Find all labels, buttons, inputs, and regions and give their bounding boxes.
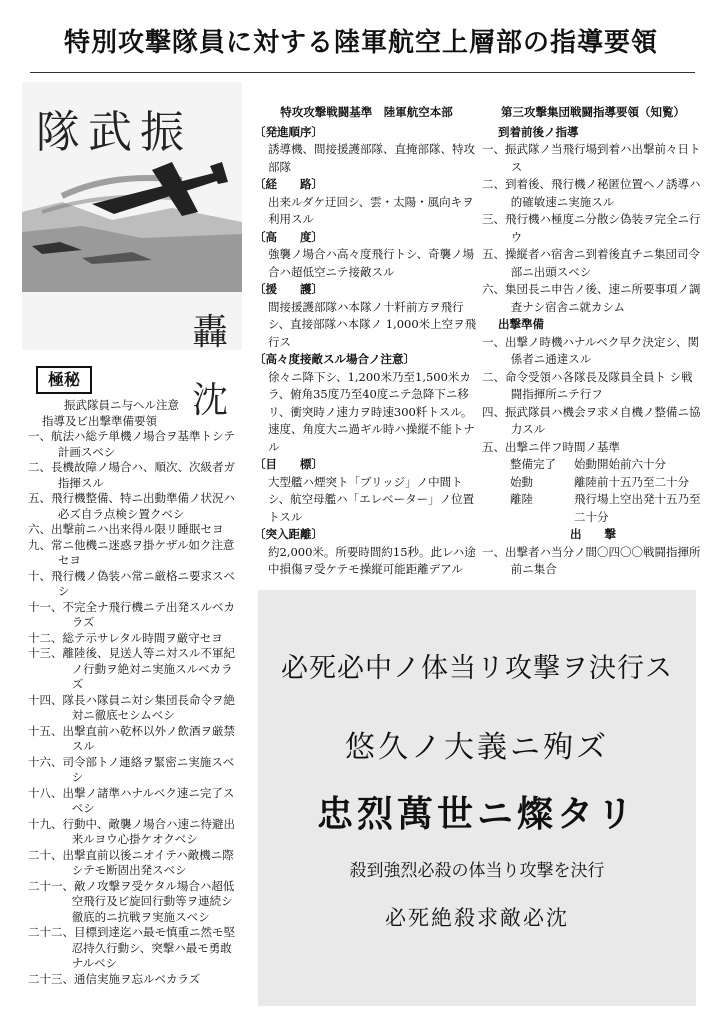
right-item: 一、出撃者ハ当分ノ間〇四〇〇戦闘指揮所前ニ集合 xyxy=(482,544,701,576)
plane-illustration xyxy=(22,142,242,292)
middle-section-body: 強襲ノ場合ハ高々度飛行トシ、奇襲ノ場合ハ超低空ニテ接敵スル xyxy=(268,247,475,279)
right-item: 二、命令受領ハ各隊長及隊員全員ト シ戦闘指揮所ニテ行フ xyxy=(482,369,693,401)
middle-section-body: 徐々ニ降下シ、1,200米乃至1,500米カラ、俯角35度乃至40度ニテ急降下ニ移リ、衝突時ノ速力ヲ時速300粁トスル。速度、角度大ニ過ギル時ハ操縦不能トナル xyxy=(268,369,475,454)
left-item: 十一、不完全ナ飛行機ニテ出発スルベカラズ xyxy=(28,599,235,629)
right-item: 六、集団長ニ申告ノ後、速ニ所要事項ノ調査ナシ宿舎ニ就カシム xyxy=(482,282,701,314)
right-item: 二、到着後、飛行機ノ秘匿位置ヘノ誘導ハ的確敏速ニ実施スル xyxy=(482,177,701,209)
left-item: 十四、隊長ハ隊員ニ対シ集団長命令ヲ絶対ニ徹底セシムベシ xyxy=(28,692,235,722)
schedule-value: 始動開始前六十分 xyxy=(574,457,666,471)
hand-line-5: 必死絶殺求敵必沈 xyxy=(385,906,569,930)
left-item: 二十一、敵ノ攻撃ヲ受ケタル場合ハ超低空飛行及ビ旋回行動等ヲ連続シ徹底的ニ抗戦ヲ実施スベシ xyxy=(28,878,235,924)
hand-line-1: 必死必中ノ体当リ攻撃ヲ決行ス xyxy=(281,653,673,684)
right-column xyxy=(482,104,704,579)
left-item: 六、出撃前ニハ出来得ル限リ睡眠セヨ xyxy=(28,522,224,536)
middle-section-label: 〔突入距離〕 xyxy=(254,527,323,541)
left-column xyxy=(28,398,240,987)
right-item: 三、飛行機ハ極度ニ分散シ偽装ヲ完全ニ行ウ xyxy=(482,212,701,244)
left-item: 二十三、通信実施ヲ忘ルベカラズ xyxy=(28,971,201,986)
right-item: 五、操縦者ハ宿舎ニ到着後直チニ集団司令部ニ出頭スベシ xyxy=(482,247,701,279)
middle-section-body: 約2,000米。所要時間約15秒。此レハ途中損傷ヲ受ケテモ操縦可能距離デアル xyxy=(268,544,476,576)
left-item: 十三、離陸後、見送人等ニ対スル不軍紀ノ行動ヲ絶対ニ実施スルベカラズ xyxy=(28,646,235,691)
left-item: 一、航法ハ総テ単機ノ場合ヲ基準トシテ計画スベシ xyxy=(28,429,235,459)
middle-section-body: 誘導機、間接援護部隊、直掩部隊、特攻部隊 xyxy=(268,142,475,174)
middle-column xyxy=(254,104,479,579)
middle-section-label: 〔高々度接敵スル場合ノ注意〕 xyxy=(254,352,415,366)
hand-line-4: 殺到強烈必殺の体当り攻撃を決行 xyxy=(349,861,605,881)
right-item: 四、振武隊員ハ機会ヲ求メ自機ノ整備ニ協力スル xyxy=(482,404,701,436)
middle-section-body: 出来ルダケ迂回シ、雲・太陽・風向キヲ利用スル xyxy=(268,194,474,226)
right-subheading: 到着前後ノ指導 xyxy=(498,124,579,139)
schedule-key: 整備完了 xyxy=(510,457,556,471)
poster-slogan: 隊武振 xyxy=(36,107,192,158)
right-heading: 第三攻撃集団戦闘指導要領（知覧） xyxy=(501,105,685,119)
left-item: 九、常ニ他機ニ迷惑ヲ掛ケザル如ク注意セヨ xyxy=(28,537,235,567)
handwritten-slogans xyxy=(258,590,696,1006)
middle-section-body: 間接援護部隊ハ本隊ノ十粁前方ヲ飛行シ、直接部隊ハ本隊ノ 1,000米上空ヲ飛行ス xyxy=(268,299,477,349)
left-item: 十、飛行機ノ偽装ハ常ニ厳格ニ要求スベシ xyxy=(28,568,235,598)
schedule-row xyxy=(482,474,704,492)
right-item: 一、出撃ノ時機ハナルベク早ク決定シ、関係者ニ通達スル xyxy=(482,334,700,366)
page-title: 特別攻撃隊員に対する陸軍航空上層部の指導要領 xyxy=(63,28,658,58)
middle-section-label: 〔援 護〕 xyxy=(254,282,323,296)
middle-section-label: 〔経 路〕 xyxy=(254,177,323,191)
schedule-key: 始動 xyxy=(510,474,533,489)
right-subheading: 出 撃 xyxy=(570,527,616,541)
left-intro-2: 指導及ビ出撃準備要領 xyxy=(42,413,157,428)
poster-char-2: 沈 xyxy=(192,380,229,421)
right-item: 一、振武隊ノ当飛行場到着ハ出撃前々日トス xyxy=(482,142,701,174)
left-item: 十二、総テ示サレタル時間ヲ厳守セヨ xyxy=(28,630,223,645)
top-secret-badge: 極秘 xyxy=(36,366,92,394)
title-rule xyxy=(30,72,695,73)
poster-char-1: 轟 xyxy=(192,312,229,353)
schedule-row xyxy=(482,456,704,474)
left-item: 二、長機故障ノ場合ハ、順次、次級者ガ指揮スル xyxy=(28,460,235,490)
hand-line-3: 忠烈萬世ニ燦タリ xyxy=(316,794,637,835)
left-item: 十八、出撃ノ諸準ハナルベク速ニ完了スベシ xyxy=(28,785,235,815)
middle-section-label: 〔高 度〕 xyxy=(254,229,323,244)
schedule-value: 飛行場上空出発十五乃至二十分 xyxy=(574,492,701,524)
left-item: 十六、司令部トノ連絡ヲ緊密ニ実施スベシ xyxy=(28,754,235,784)
right-subheading: 出撃準備 xyxy=(498,317,544,331)
middle-section-label: 〔目 標〕 xyxy=(254,457,323,471)
left-item: 二十、出撃直前以後ニオイテハ敵機ニ際シテモ断固出発スベシ xyxy=(28,847,234,877)
schedule-value: 離陸前十五乃至二十分 xyxy=(574,474,689,489)
left-item: 十五、出撃直前ハ乾杯以外ノ飲酒ヲ厳禁スル xyxy=(28,723,235,753)
left-intro-1: 振武隊員ニ与ヘル注意 xyxy=(64,398,179,412)
hand-line-2: 悠久ノ大義ニ殉ズ xyxy=(345,730,609,765)
right-item: 五、出撃ニ伴フ時間ノ基準 xyxy=(482,439,620,454)
middle-heading: 特攻攻撃戦闘基準 陸軍航空本部 xyxy=(280,105,453,119)
left-item: 二十二、目標到達迄ハ最モ慎重ニ然モ堅忍持久行動シ、突撃ハ最モ勇敢ナルベシ xyxy=(28,925,235,970)
middle-section-body: 大型艦ハ煙突ト「ブリッジ」ノ中間トシ、航空母艦ハ「エレベーター」ノ位置トスル xyxy=(268,474,475,524)
left-item: 十九、行動中、敵襲ノ場合ハ速ニ待避出来ルヨウ心掛ケオクベシ xyxy=(28,816,235,846)
schedule-key: 離陸 xyxy=(510,492,533,506)
middle-section-label: 〔発進順序〕 xyxy=(254,124,323,139)
left-item: 五、飛行機整備、特ニ出動準備ノ状況ハ必ズ自ラ点検シ置クベシ xyxy=(28,491,235,521)
schedule-row xyxy=(482,491,704,526)
